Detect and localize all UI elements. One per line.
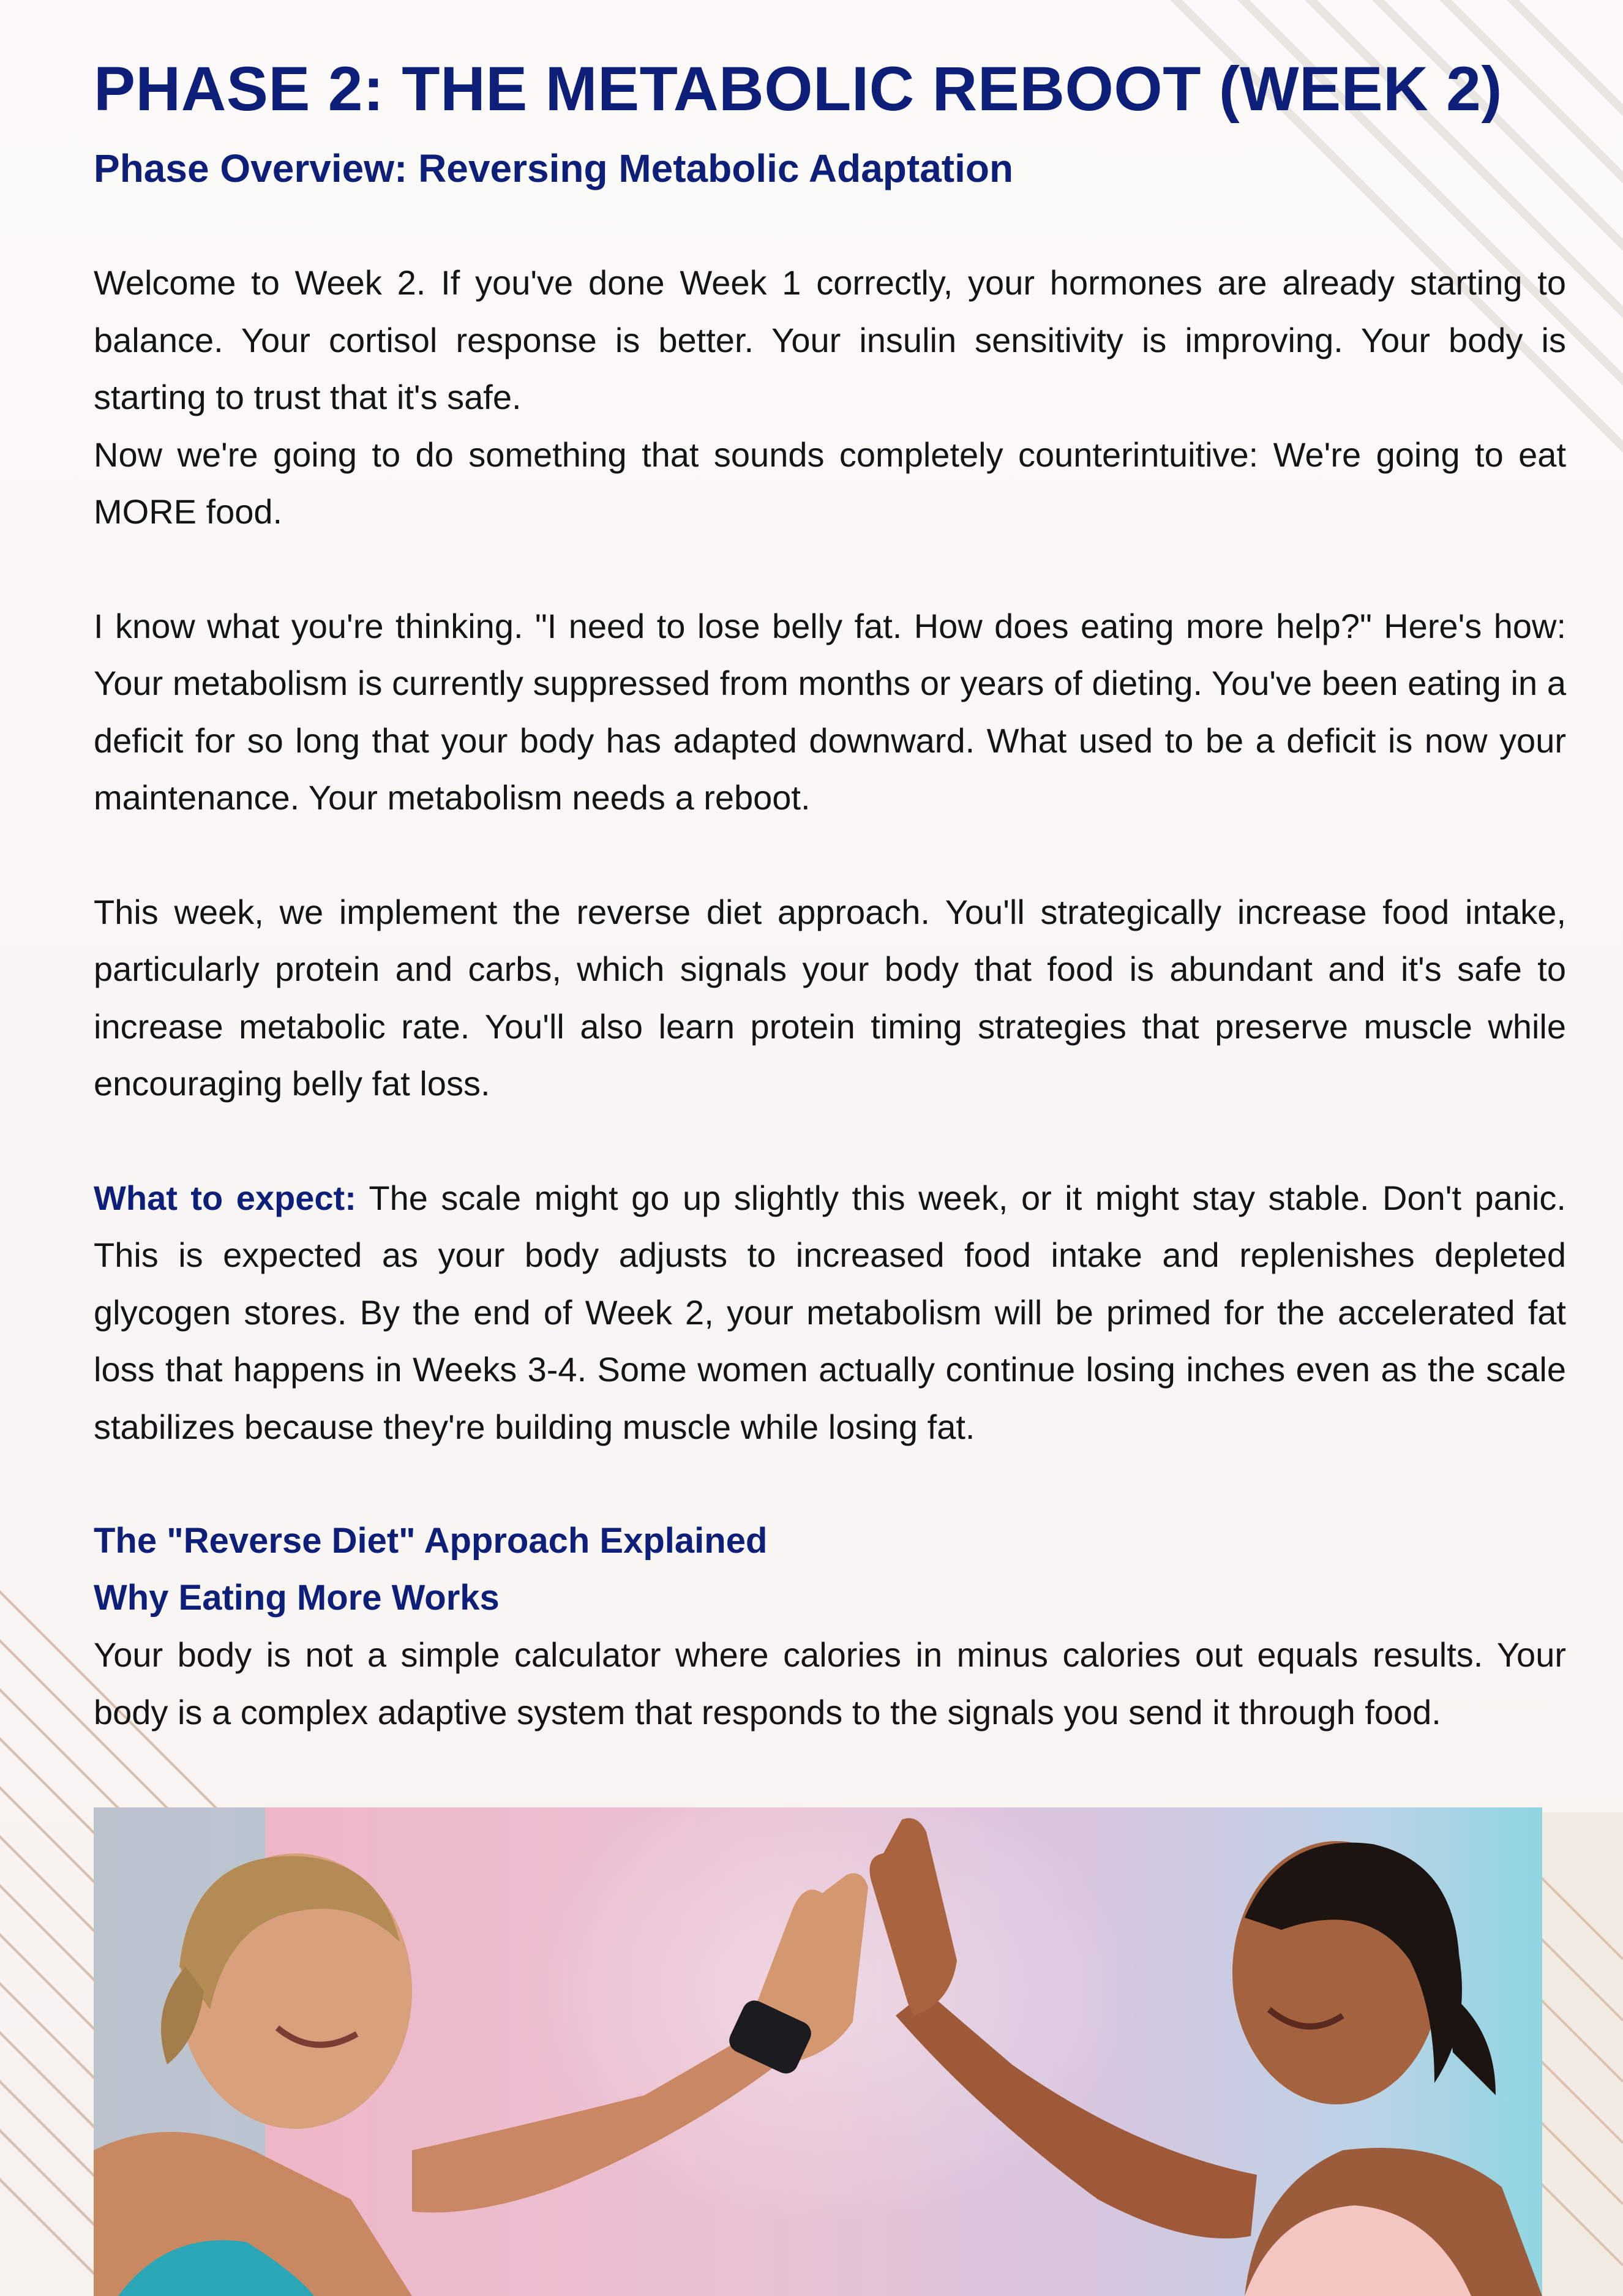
section-subheading-why-eating-more: Why Eating More Works — [94, 1578, 500, 1618]
intro-paragraph-1: Welcome to Week 2. If you've done Week 1 correctly, your hormones are already starting to balance. Your cortisol response is better. Your insulin sensitivity is improving. Your body is starting to trust that it's safe. — [94, 263, 1566, 416]
expect-text: The scale might go up slightly this week, or it might stay stable. Don't panic. This is expected as your body adjusts to increased food intake and replenishes depleted glycogen stores. By the end of Week 2, your metabolism will be primed for the accelerated fat loss that happens in Weeks 3-4. Some women actually continue losing inches even as the scale stabilizes because they're building muscle while losing fat. — [94, 1178, 1566, 1446]
intro-paragraph-4: This week, we implement the reverse diet approach. You'll strategically increase food intake, particularly protein and carbs, which signals your body that food is abundant and it's safe to increase metabolic rate. You'll also learn protein timing strategies that preserve muscle while encouraging belly fat loss. — [94, 892, 1566, 1103]
photo-illustration — [94, 1807, 1542, 2296]
spacer — [94, 827, 1566, 884]
reverse-diet-paragraph: Your body is not a simple calculator where calories in minus calories out equals results. Your body is a complex adaptive system that responds to the signals you send it through food. — [94, 1635, 1566, 1731]
intro-paragraph-3: I know what you're thinking. "I need to lose belly fat. How does eating more help?" Here's how: Your metabolism is currently suppressed from months or years of dieting. You've been eating in a deficit for so long that your body has adapted downward. What used to be a deficit is now your maintenance. Your metabolism needs a reboot. — [94, 606, 1566, 817]
page-title: PHASE 2: THE METABOLIC REBOOT (WEEK 2) — [94, 54, 1502, 124]
intro-paragraph-2: Now we're going to do something that sounds completely counterintuitive: We're going to eat MORE food. — [94, 435, 1566, 531]
spacer — [94, 541, 1566, 598]
spacer — [94, 1455, 1566, 1512]
page-content — [94, 43, 1566, 1741]
expect-paragraph — [94, 1169, 1566, 1456]
expect-label: What to expect: — [94, 1178, 356, 1217]
spacer — [94, 196, 1566, 254]
section-heading-reverse-diet: The "Reverse Diet" Approach Explained — [94, 1521, 768, 1561]
page-subtitle: Phase Overview: Reversing Metabolic Adaptation — [94, 146, 1014, 190]
two-women-high-five-photo — [94, 1807, 1542, 2296]
spacer — [94, 1112, 1566, 1169]
